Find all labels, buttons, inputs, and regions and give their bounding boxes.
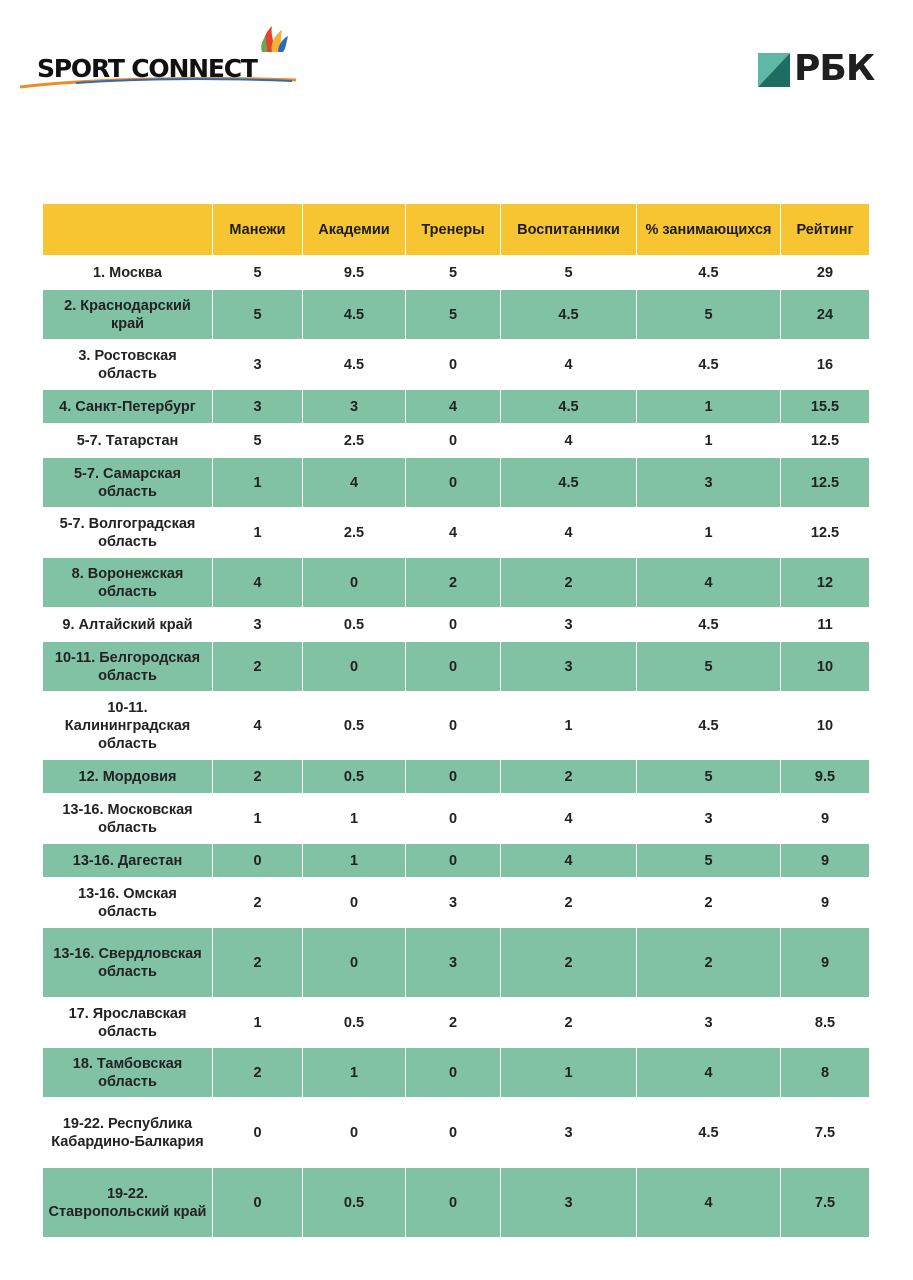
value-cell-vospitanniki: 4.5	[501, 290, 637, 340]
value-cell-vospitanniki: 2	[501, 878, 637, 928]
value-cell-akademii: 1	[303, 844, 406, 878]
value-cell-reiting: 15.5	[781, 390, 870, 424]
value-cell-reiting: 9	[781, 878, 870, 928]
value-cell-vospitanniki: 2	[501, 760, 637, 794]
region-cell: 1. Москва	[43, 256, 213, 290]
region-cell: 12. Мордовия	[43, 760, 213, 794]
value-cell-manezhi: 4	[213, 692, 303, 760]
value-cell-manezhi: 5	[213, 424, 303, 458]
value-cell-trenery: 4	[406, 390, 501, 424]
rbk-wordmark: РБК	[794, 48, 875, 89]
table-row	[43, 794, 870, 844]
value-cell-percent: 3	[637, 794, 781, 844]
value-cell-percent: 4	[637, 1048, 781, 1098]
column-header-region	[43, 204, 213, 256]
value-cell-akademii: 4.5	[303, 290, 406, 340]
value-cell-trenery: 0	[406, 692, 501, 760]
column-header-vospitanniki: Воспитанники	[501, 204, 637, 256]
value-cell-akademii: 4.5	[303, 340, 406, 390]
value-cell-manezhi: 0	[213, 1168, 303, 1238]
region-cell: 5-7. Самарская область	[43, 458, 213, 508]
value-cell-manezhi: 4	[213, 558, 303, 608]
region-cell: 5-7. Татарстан	[43, 424, 213, 458]
value-cell-vospitanniki: 3	[501, 642, 637, 692]
value-cell-reiting: 12.5	[781, 424, 870, 458]
value-cell-reiting: 10	[781, 692, 870, 760]
table-row	[43, 458, 870, 508]
value-cell-trenery: 4	[406, 508, 501, 558]
value-cell-trenery: 5	[406, 256, 501, 290]
column-header-reiting: Рейтинг	[781, 204, 870, 256]
region-cell: 18. Тамбовская область	[43, 1048, 213, 1098]
value-cell-manezhi: 1	[213, 458, 303, 508]
value-cell-trenery: 0	[406, 1048, 501, 1098]
value-cell-manezhi: 0	[213, 844, 303, 878]
value-cell-manezhi: 5	[213, 256, 303, 290]
value-cell-akademii: 1	[303, 794, 406, 844]
value-cell-vospitanniki: 4	[501, 340, 637, 390]
table-row	[43, 928, 870, 998]
region-cell: 17. Ярославская область	[43, 998, 213, 1048]
sport-connect-logo	[16, 22, 306, 94]
region-cell: 3. Ростовская область	[43, 340, 213, 390]
region-cell: 13-16. Дагестан	[43, 844, 213, 878]
value-cell-vospitanniki: 2	[501, 558, 637, 608]
value-cell-percent: 1	[637, 424, 781, 458]
value-cell-manezhi: 2	[213, 642, 303, 692]
table-row	[43, 340, 870, 390]
value-cell-reiting: 7.5	[781, 1098, 870, 1168]
value-cell-manezhi: 3	[213, 340, 303, 390]
value-cell-percent: 2	[637, 878, 781, 928]
value-cell-manezhi: 2	[213, 1048, 303, 1098]
table-row	[43, 878, 870, 928]
value-cell-akademii: 3	[303, 390, 406, 424]
value-cell-percent: 4.5	[637, 1098, 781, 1168]
value-cell-akademii: 0.5	[303, 998, 406, 1048]
rating-table	[42, 203, 870, 1238]
value-cell-reiting: 9	[781, 844, 870, 878]
column-header-akademii: Академии	[303, 204, 406, 256]
value-cell-reiting: 7.5	[781, 1168, 870, 1238]
rbk-mark-icon	[758, 53, 790, 87]
value-cell-manezhi: 2	[213, 928, 303, 998]
value-cell-trenery: 2	[406, 558, 501, 608]
value-cell-akademii: 9.5	[303, 256, 406, 290]
value-cell-akademii: 1	[303, 1048, 406, 1098]
region-cell: 13-16. Свердловская область	[43, 928, 213, 998]
value-cell-reiting: 9	[781, 928, 870, 998]
value-cell-reiting: 16	[781, 340, 870, 390]
value-cell-manezhi: 0	[213, 1098, 303, 1168]
region-cell: 19-22. Республика Кабардино-Балкария	[43, 1098, 213, 1168]
value-cell-manezhi: 5	[213, 290, 303, 340]
value-cell-vospitanniki: 5	[501, 256, 637, 290]
value-cell-percent: 4.5	[637, 692, 781, 760]
table-row	[43, 692, 870, 760]
table-row	[43, 256, 870, 290]
value-cell-akademii: 2.5	[303, 424, 406, 458]
table-row	[43, 1168, 870, 1238]
table-row	[43, 424, 870, 458]
region-cell: 5-7. Волгоградская область	[43, 508, 213, 558]
table-row	[43, 558, 870, 608]
region-cell: 13-16. Омская область	[43, 878, 213, 928]
value-cell-reiting: 8.5	[781, 998, 870, 1048]
value-cell-reiting: 29	[781, 256, 870, 290]
value-cell-trenery: 0	[406, 340, 501, 390]
value-cell-percent: 4	[637, 1168, 781, 1238]
value-cell-trenery: 0	[406, 1168, 501, 1238]
value-cell-akademii: 4	[303, 458, 406, 508]
value-cell-manezhi: 3	[213, 390, 303, 424]
rbk-logo	[758, 48, 882, 89]
value-cell-akademii: 0	[303, 642, 406, 692]
value-cell-akademii: 0.5	[303, 760, 406, 794]
value-cell-reiting: 9	[781, 794, 870, 844]
value-cell-vospitanniki: 1	[501, 1048, 637, 1098]
value-cell-reiting: 12.5	[781, 508, 870, 558]
value-cell-manezhi: 1	[213, 794, 303, 844]
value-cell-akademii: 2.5	[303, 508, 406, 558]
value-cell-trenery: 0	[406, 844, 501, 878]
table-row	[43, 290, 870, 340]
table-row	[43, 642, 870, 692]
region-cell: 13-16. Московская область	[43, 794, 213, 844]
value-cell-percent: 4.5	[637, 256, 781, 290]
region-cell: 8. Воронежская область	[43, 558, 213, 608]
column-header-trenery: Тренеры	[406, 204, 501, 256]
value-cell-percent: 5	[637, 844, 781, 878]
value-cell-percent: 4	[637, 558, 781, 608]
value-cell-trenery: 0	[406, 642, 501, 692]
value-cell-percent: 3	[637, 458, 781, 508]
value-cell-vospitanniki: 3	[501, 608, 637, 642]
value-cell-percent: 4.5	[637, 608, 781, 642]
value-cell-percent: 4.5	[637, 340, 781, 390]
value-cell-trenery: 0	[406, 760, 501, 794]
value-cell-trenery: 0	[406, 458, 501, 508]
value-cell-trenery: 3	[406, 878, 501, 928]
value-cell-percent: 5	[637, 760, 781, 794]
value-cell-reiting: 24	[781, 290, 870, 340]
value-cell-vospitanniki: 4	[501, 844, 637, 878]
value-cell-reiting: 10	[781, 642, 870, 692]
value-cell-percent: 5	[637, 290, 781, 340]
table-row	[43, 390, 870, 424]
value-cell-reiting: 12	[781, 558, 870, 608]
value-cell-trenery: 0	[406, 794, 501, 844]
value-cell-akademii: 0	[303, 558, 406, 608]
value-cell-vospitanniki: 4	[501, 424, 637, 458]
value-cell-trenery: 0	[406, 608, 501, 642]
value-cell-percent: 1	[637, 508, 781, 558]
table-row	[43, 508, 870, 558]
value-cell-trenery: 2	[406, 998, 501, 1048]
table-row	[43, 844, 870, 878]
value-cell-reiting: 11	[781, 608, 870, 642]
value-cell-manezhi: 1	[213, 508, 303, 558]
region-cell: 9. Алтайский край	[43, 608, 213, 642]
value-cell-vospitanniki: 4.5	[501, 458, 637, 508]
value-cell-manezhi: 2	[213, 760, 303, 794]
value-cell-akademii: 0.5	[303, 608, 406, 642]
region-cell: 19-22. Ставропольский край	[43, 1168, 213, 1238]
value-cell-akademii: 0	[303, 928, 406, 998]
value-cell-percent: 2	[637, 928, 781, 998]
table-row	[43, 608, 870, 642]
table-row	[43, 760, 870, 794]
value-cell-reiting: 9.5	[781, 760, 870, 794]
value-cell-reiting: 8	[781, 1048, 870, 1098]
value-cell-vospitanniki: 3	[501, 1168, 637, 1238]
region-cell: 4. Санкт-Петербург	[43, 390, 213, 424]
column-header-percent: % занимающихся	[637, 204, 781, 256]
value-cell-akademii: 0.5	[303, 692, 406, 760]
value-cell-reiting: 12.5	[781, 458, 870, 508]
value-cell-trenery: 0	[406, 1098, 501, 1168]
table-header-row	[43, 204, 870, 256]
value-cell-vospitanniki: 4.5	[501, 390, 637, 424]
value-cell-vospitanniki: 2	[501, 998, 637, 1048]
value-cell-manezhi: 2	[213, 878, 303, 928]
value-cell-akademii: 0	[303, 1098, 406, 1168]
value-cell-vospitanniki: 4	[501, 508, 637, 558]
value-cell-trenery: 5	[406, 290, 501, 340]
table-row	[43, 998, 870, 1048]
region-cell: 10-11. Белгородская область	[43, 642, 213, 692]
table-row	[43, 1048, 870, 1098]
table-body	[43, 256, 870, 1238]
value-cell-manezhi: 3	[213, 608, 303, 642]
value-cell-akademii: 0	[303, 878, 406, 928]
value-cell-trenery: 3	[406, 928, 501, 998]
value-cell-vospitanniki: 1	[501, 692, 637, 760]
value-cell-percent: 5	[637, 642, 781, 692]
value-cell-vospitanniki: 2	[501, 928, 637, 998]
value-cell-percent: 1	[637, 390, 781, 424]
value-cell-trenery: 0	[406, 424, 501, 458]
sport-connect-wordmark: SPORT CONNECT	[37, 54, 257, 83]
column-header-manezhi: Манежи	[213, 204, 303, 256]
value-cell-percent: 3	[637, 998, 781, 1048]
value-cell-vospitanniki: 3	[501, 1098, 637, 1168]
value-cell-vospitanniki: 4	[501, 794, 637, 844]
value-cell-manezhi: 1	[213, 998, 303, 1048]
region-cell: 2. Краснодарский край	[43, 290, 213, 340]
table-row	[43, 1098, 870, 1168]
region-cell: 10-11. Калининградская область	[43, 692, 213, 760]
value-cell-akademii: 0.5	[303, 1168, 406, 1238]
